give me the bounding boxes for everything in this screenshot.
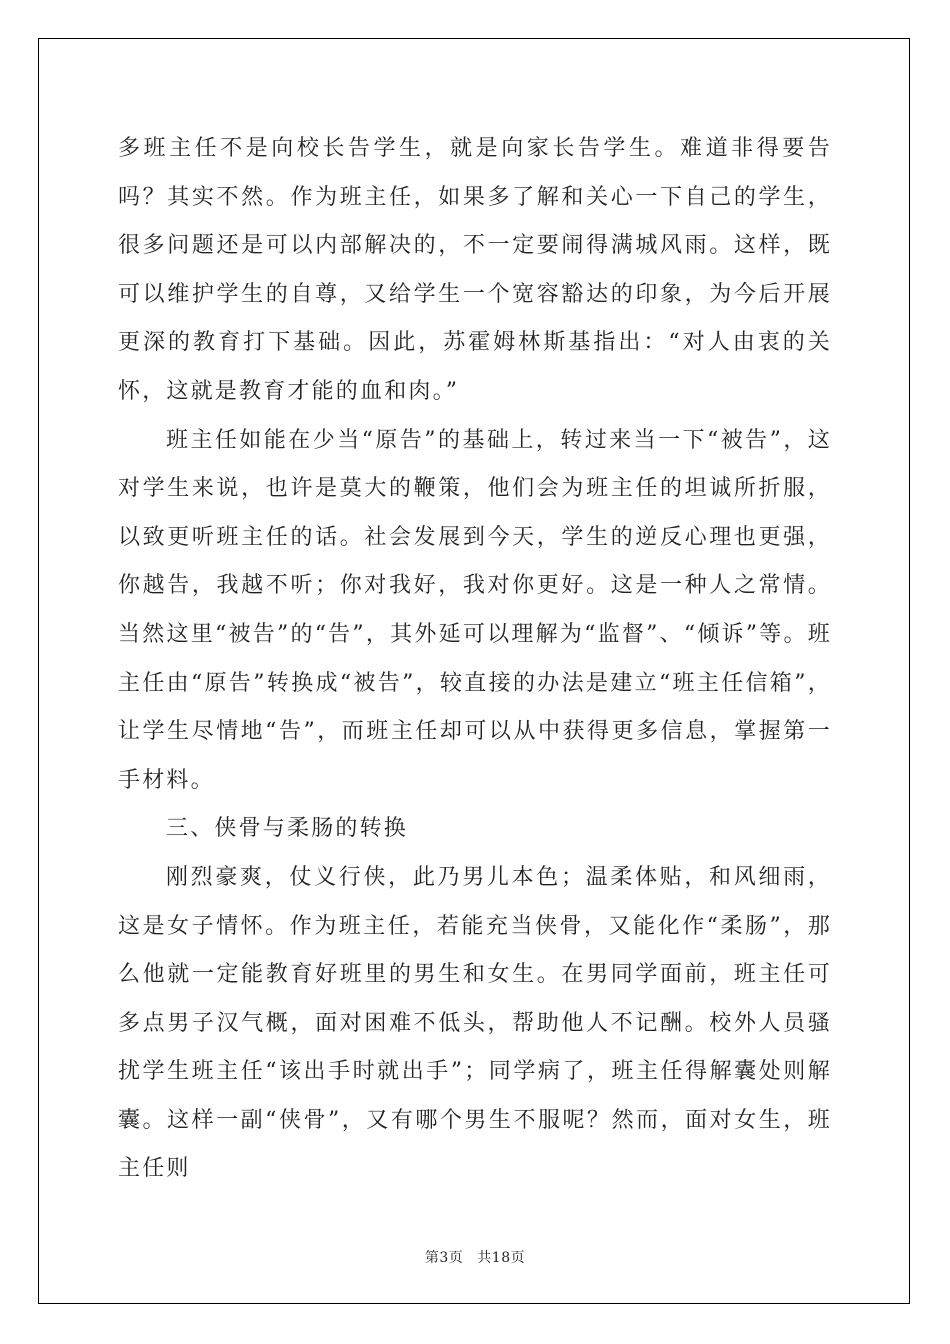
- section-heading-3: 三、侠骨与柔肠的转换: [166, 816, 409, 842]
- paragraph-1: 多班主任不是向校长告学生，就是向家长告学生。难道非得要告吗？其实不然。作为班主任，如果多了解和关心一下自己的学生，很多问题还是可以内部解决的，不一定要闹得满城风雨。这样，既可以维护学生的自尊，又给学生一个宽容豁达的印象，为今后开展更深的教育打下基础。因此，苏霍姆林斯基指出：“对人由衷的关怀，这就是教育才能的血和肉。”: [118, 136, 832, 404]
- page-total: 共18页: [477, 1250, 526, 1266]
- paragraph-3: 刚烈豪爽，仗义行侠，此乃男儿本色；温柔体贴，和风细雨，这是女子情怀。作为班主任，若能充当侠骨，又能化作“柔肠”，那么他就一定能教育好班里的男生和女生。在男同学面前，班主任可多点男子汉气概，面对困难不低头，帮助他人不记酬。校外人员骚扰学生班主任“该出手时就出手”；同学病了，班主任得解囊处则解囊。这样一副“侠骨”，又有哪个男生不服呢？然而，面对女生，班主任则: [118, 864, 832, 1182]
- paragraph-2: 班主任如能在少当“原告”的基础上，转过来当一下“被告”，这对学生来说，也许是莫大的鞭策，他们会为班主任的坦诚所折服，以致更听班主任的话。社会发展到今天，学生的逆反心理也更强，你越告，我越不听；你对我好，我对你更好。这是一种人之常情。当然这里“被告”的“告”，其外延可以理解为“监督”、“倾诉”等。班主任由“原告”转换成“被告”，较直接的办法是建立“班主任信箱”，让学生尽情地“告”，而班主任却可以从中获得更多信息，掌握第一手材料。: [118, 427, 832, 793]
- page-footer: [0, 1247, 950, 1267]
- page-number: 第3页: [424, 1250, 464, 1266]
- document-body: [118, 125, 832, 1194]
